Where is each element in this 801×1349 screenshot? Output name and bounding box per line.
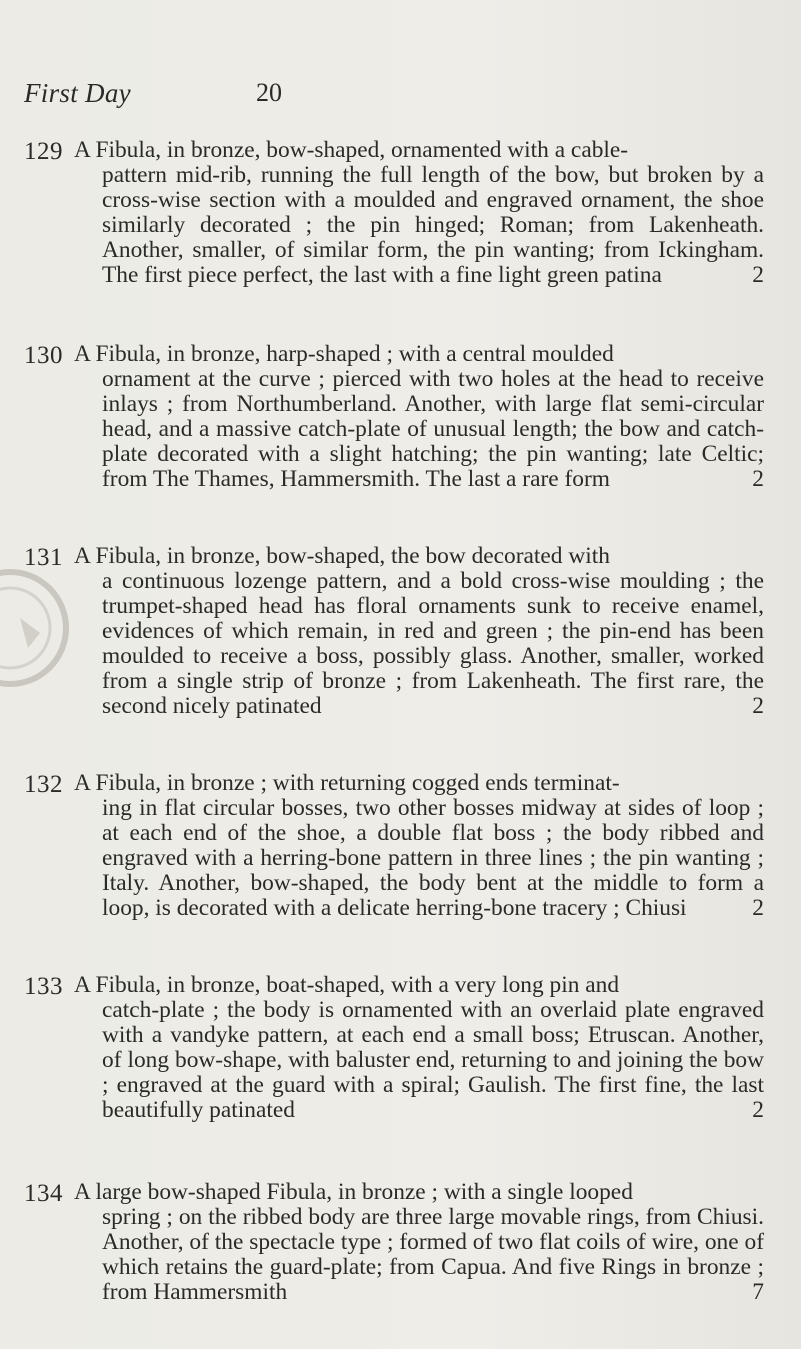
page-title: First Day xyxy=(24,78,131,108)
lot-number: 133 xyxy=(24,973,63,1000)
lot-body: ornament at the curve ; pierced with two holes at the head to receive inlays ; from Northumberland. Another, with large flat semi-circular head, and a massive catch-plate of unusual length; the bow and catch-plate decorated with a slight hatching; the pin wanting; late Celtic; from The Thames, Hammersmith. The last a rare form xyxy=(102,366,764,492)
lot-description xyxy=(74,544,764,719)
lot-quantity: 2 xyxy=(752,895,764,921)
lot-first-line: A Fibula, in bronze, boat-shaped, with a very long pin and xyxy=(74,972,620,998)
lot-first-line: A Fibula, in bronze, harp-shaped ; with a central moulded xyxy=(74,341,614,367)
lot-description xyxy=(74,138,764,288)
lot-body: spring ; on the ribbed body are three large movable rings, from Chiusi. Another, of the spectacle type ; formed of two flat coils of wire, one of which retains the guard-plate; from Capua. And five Rings in bronze ; from Hammersmith xyxy=(102,1204,764,1305)
lot-description xyxy=(74,1180,764,1305)
lot-first-line: A Fibula, in bronze, bow-shaped, the bow decorated with xyxy=(74,543,610,569)
lot-quantity: 2 xyxy=(752,262,764,288)
lot-description xyxy=(74,771,764,921)
lot-quantity: 2 xyxy=(752,1097,764,1123)
lot-number: 129 xyxy=(24,138,63,165)
lot-first-line: A Fibula, in bronze ; with returning cogged ends terminat- xyxy=(74,770,620,796)
lot-body: a continuous lozenge pattern, and a bold cross-wise moulding ; the trumpet-shaped head has floral ornaments sunk to receive enamel, evidences of which remain, in red and green ; the pin-end has been moulded to receive a boss, possibly glass. Another, smaller, worked from a single strip of bronze ; from Lakenheath. The first rare, the second nicely patinated xyxy=(102,568,764,719)
lot-description xyxy=(74,973,764,1123)
lot-body: catch-plate ; the body is ornamented with an overlaid plate engraved with a vandyke pattern, at each end a small boss; Etruscan. Another, of long bow-shape, with baluster end, returning to and joining the bow ; engraved at the guard with a spiral; Gaulish. The first fine, the last beautifully patinated xyxy=(102,997,764,1123)
lot-quantity: 2 xyxy=(752,466,764,492)
lot-body: ing in flat circular bosses, two other bosses midway at sides of loop ; at each end of the shoe, a double flat boss ; the body ribbed and engraved with a herring-bone pattern in three lines ; the pin wanting ; Italy. Another, bow-shaped, the body bent at the middle to form a loop, is decorated with a delicate herring-bone tracery ; Chiusi xyxy=(102,795,764,921)
lot-number: 130 xyxy=(24,342,63,369)
lot-number: 134 xyxy=(24,1180,63,1207)
lot-body: pattern mid-rib, running the full length of the bow, but broken by a cross-wise section with a moulded and engraved ornament, the shoe similarly decorated ; the pin hinged; Roman; from Lakenheath. Another, smaller, of similar form, the pin wanting; from Ickingham. The first piece perfect, the last with a fine light green patina xyxy=(102,162,764,288)
lot-description xyxy=(74,342,764,492)
lot-number: 132 xyxy=(24,771,63,798)
lot-quantity: 7 xyxy=(752,1279,764,1305)
lot-quantity: 2 xyxy=(752,693,764,719)
lot-first-line: A large bow-shaped Fibula, in bronze ; with a single looped xyxy=(74,1179,633,1205)
page-number: 20 xyxy=(256,78,282,107)
lot-first-line: A Fibula, in bronze, bow-shaped, ornamented with a cable- xyxy=(74,137,629,163)
page-header xyxy=(24,78,764,118)
lot-number: 131 xyxy=(24,544,63,571)
circular-stamp-mark xyxy=(0,548,70,708)
